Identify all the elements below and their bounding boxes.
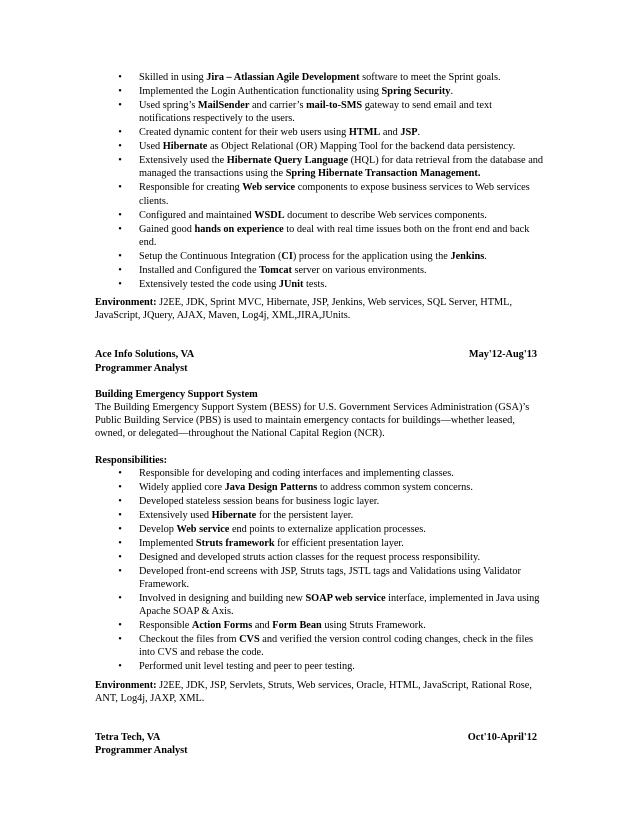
item-text: Involved in designing and building new	[139, 593, 306, 605]
bullet-icon: •	[118, 495, 122, 507]
list-item	[115, 223, 545, 249]
emphasis-text: JSP	[400, 127, 418, 139]
job3-company: Tetra Tech, VA	[95, 732, 161, 744]
job2-dates: May'12-Aug'13	[468, 349, 537, 361]
list-item	[115, 181, 545, 207]
item-text: Developed stateless session beans for business logic layer.	[139, 495, 380, 507]
bullet-icon: •	[118, 100, 122, 111]
bullet-icon: •	[118, 620, 122, 632]
environment-text: J2EE, JDK, JSP, Servlets, Struts, Web services, Oracle, HTML, JavaScript, Rational Rose, ANT, Log4j, JAXP, XML.	[95, 679, 532, 704]
emphasis-text: Action Forms	[191, 620, 253, 632]
item-text: for the persistent layer.	[256, 509, 354, 521]
emphasis-text: CVS	[239, 634, 260, 646]
bullet-icon: •	[118, 537, 122, 549]
item-text: to address common system concerns.	[317, 481, 473, 493]
list-item	[115, 154, 545, 180]
item-text: tests.	[303, 278, 327, 290]
job2-project-title: Building Emergency Support System	[95, 388, 258, 400]
list-item	[115, 250, 545, 263]
environment-label: Environment:	[95, 297, 157, 309]
item-text: ) process for the application using the	[292, 250, 451, 262]
item-text: .	[417, 127, 421, 139]
job1-responsibility-list	[115, 71, 545, 291]
item-text: Setup the Continuous Integration (	[139, 250, 282, 262]
item-text: document to describe Web services components.	[284, 209, 487, 221]
job2-company: Ace Info Solutions, VA	[95, 349, 195, 361]
item-text: as Object Relational (OR) Mapping Tool for the backend data persistency.	[207, 141, 516, 153]
emphasis-text: CI	[281, 250, 293, 262]
emphasis-text: WSDL	[254, 209, 285, 221]
item-text: Responsible for creating	[139, 182, 243, 194]
item-text: and	[252, 620, 273, 632]
bullet-icon: •	[118, 509, 122, 521]
list-item	[115, 537, 545, 550]
emphasis-text: hands on experience	[194, 223, 284, 235]
bullet-icon: •	[118, 565, 122, 577]
item-text: Developed front-end screens with JSP, Struts tags, JSTL tags and Validations using Validator Framework.	[139, 565, 521, 591]
list-item	[115, 592, 545, 618]
item-text: Implemented	[139, 537, 196, 549]
bullet-icon: •	[118, 250, 122, 262]
emphasis-text: MailSender	[197, 100, 250, 111]
item-text: using Struts Framework.	[321, 620, 426, 632]
list-item	[115, 509, 545, 522]
item-text: Extensively tested the code using	[139, 278, 279, 290]
item-text: Extensively used	[139, 509, 212, 521]
item-text: Configured and maintained	[139, 209, 255, 221]
bullet-icon: •	[118, 467, 122, 479]
environment-label: Environment:	[95, 679, 157, 691]
emphasis-text: HTML	[348, 127, 381, 139]
item-text: gateway to send email and text notifications respectively to the users.	[139, 100, 492, 125]
job2-header	[95, 348, 545, 361]
job3-title: Programmer Analyst	[95, 745, 188, 757]
item-text: Responsible for developing and coding interfaces and implementing classes.	[139, 467, 454, 479]
emphasis-text: Struts framework	[195, 537, 275, 549]
emphasis-text: Form Bean	[272, 620, 322, 632]
environment-text: J2EE, JDK, Sprint MVC, Hibernate, JSP, Jenkins, Web services, SQL Server, HTML, JavaScript, JQuery, AJAX, Maven, Log4j, XML,JIRA,JUnits.	[95, 297, 513, 322]
job2-project-description: The Building Emergency Support System (BESS) for U.S. Government Services Administration (GSA)’s Public Building Service (PBS) is used to maintain emergency contacts for buildings—whether leased, owned, or delegated—throughout the National Capital Region (NCR).	[95, 402, 530, 440]
list-item	[115, 264, 545, 277]
bullet-icon: •	[118, 223, 122, 235]
emphasis-text: Jira – Atlassian Agile Development	[206, 72, 360, 83]
emphasis-text: mail-to-SMS	[306, 100, 363, 111]
list-item	[115, 71, 545, 84]
job2-environment	[95, 679, 545, 705]
emphasis-text: Hibernate	[162, 141, 208, 153]
item-text: .	[450, 86, 454, 97]
item-text: .	[484, 250, 487, 262]
list-item	[115, 278, 545, 291]
item-text: Performed unit level testing and peer to peer testing.	[139, 661, 355, 673]
bullet-icon: •	[118, 661, 122, 673]
item-text: for efficient presentation layer.	[274, 537, 404, 549]
list-item	[115, 551, 545, 564]
item-text: Gained good	[139, 223, 195, 235]
item-text: Develop	[139, 523, 177, 535]
emphasis-text: Spring Security	[381, 86, 451, 97]
emphasis-text: SOAP web service	[305, 593, 386, 605]
item-text: Extensively used the	[139, 155, 227, 167]
list-item	[115, 660, 545, 673]
list-item	[115, 633, 545, 659]
list-item	[115, 523, 545, 536]
item-text: components to expose business services to Web services clients.	[139, 182, 530, 207]
list-item	[115, 209, 545, 222]
job2-responsibility-list	[115, 467, 545, 674]
item-text: end points to externalize application processes.	[229, 523, 426, 535]
bullet-icon: •	[118, 72, 122, 83]
job2-responsibilities-label: Responsibilities:	[95, 454, 168, 466]
emphasis-text: JUnit	[278, 278, 304, 290]
bullet-icon: •	[118, 278, 122, 290]
item-text: server on various environments.	[291, 264, 427, 276]
item-text: and	[380, 127, 401, 139]
list-item	[115, 467, 545, 480]
emphasis-text: Web service	[242, 182, 296, 194]
item-text: interface, implemented in Java using Apache SOAP & Axis.	[139, 593, 540, 618]
bullet-icon: •	[118, 634, 122, 646]
item-text: and carrier’s	[249, 100, 307, 111]
item-text: software to meet the Sprint goals.	[359, 72, 501, 83]
emphasis-text: Hibernate	[211, 509, 257, 521]
item-text: Implemented the Login Authentication functionality using	[139, 86, 382, 97]
job3-header	[95, 731, 545, 744]
list-item	[115, 140, 545, 153]
item-text: Responsible	[139, 620, 192, 632]
list-item	[115, 495, 545, 508]
item-text: Created dynamic content for their web users using	[139, 127, 349, 139]
bullet-icon: •	[118, 86, 122, 97]
bullet-icon: •	[118, 141, 122, 153]
bullet-icon: •	[118, 264, 122, 276]
bullet-icon: •	[118, 481, 122, 493]
job1-environment	[95, 296, 545, 322]
item-text: and verified the version control coding changes, check in the files into CVS and rebase the code.	[139, 634, 534, 659]
bullet-icon: •	[118, 551, 122, 563]
bullet-icon: •	[118, 127, 122, 139]
bullet-icon: •	[118, 523, 122, 535]
bullet-icon: •	[118, 209, 122, 221]
emphasis-text: Web service	[176, 523, 230, 535]
item-text: Used	[139, 141, 163, 153]
list-item	[115, 126, 545, 139]
item-text: Installed and Configured the	[139, 264, 260, 276]
item-text: Skilled in using	[139, 72, 207, 83]
item-text: Used spring’s	[139, 100, 198, 111]
item-text: Widely applied core	[139, 481, 225, 493]
bullet-icon: •	[118, 155, 122, 167]
list-item	[115, 481, 545, 494]
list-item	[115, 565, 545, 591]
list-item	[115, 619, 545, 632]
resume-content	[95, 71, 545, 757]
bullet-icon: •	[118, 182, 122, 194]
item-text: Designed and developed struts action classes for the request process responsibility.	[139, 551, 481, 563]
emphasis-text: Spring Hibernate Transaction Management.	[285, 168, 481, 180]
item-text: (HQL) for data retrieval from the database and managed the transactions using the	[139, 155, 544, 180]
list-item	[115, 85, 545, 98]
emphasis-text: Tomcat	[259, 264, 292, 276]
list-item	[115, 99, 545, 125]
job2-title: Programmer Analyst	[95, 362, 188, 374]
job3-dates: Oct'10-April'12	[467, 732, 537, 744]
emphasis-text: Jenkins	[450, 250, 485, 262]
emphasis-text: Java Design Patterns	[224, 481, 318, 493]
item-text: Checkout the files from	[139, 634, 240, 646]
item-text: to deal with real time issues both on the front end and back end.	[139, 223, 530, 248]
bullet-icon: •	[118, 593, 122, 605]
emphasis-text: Hibernate Query Language	[226, 155, 349, 167]
